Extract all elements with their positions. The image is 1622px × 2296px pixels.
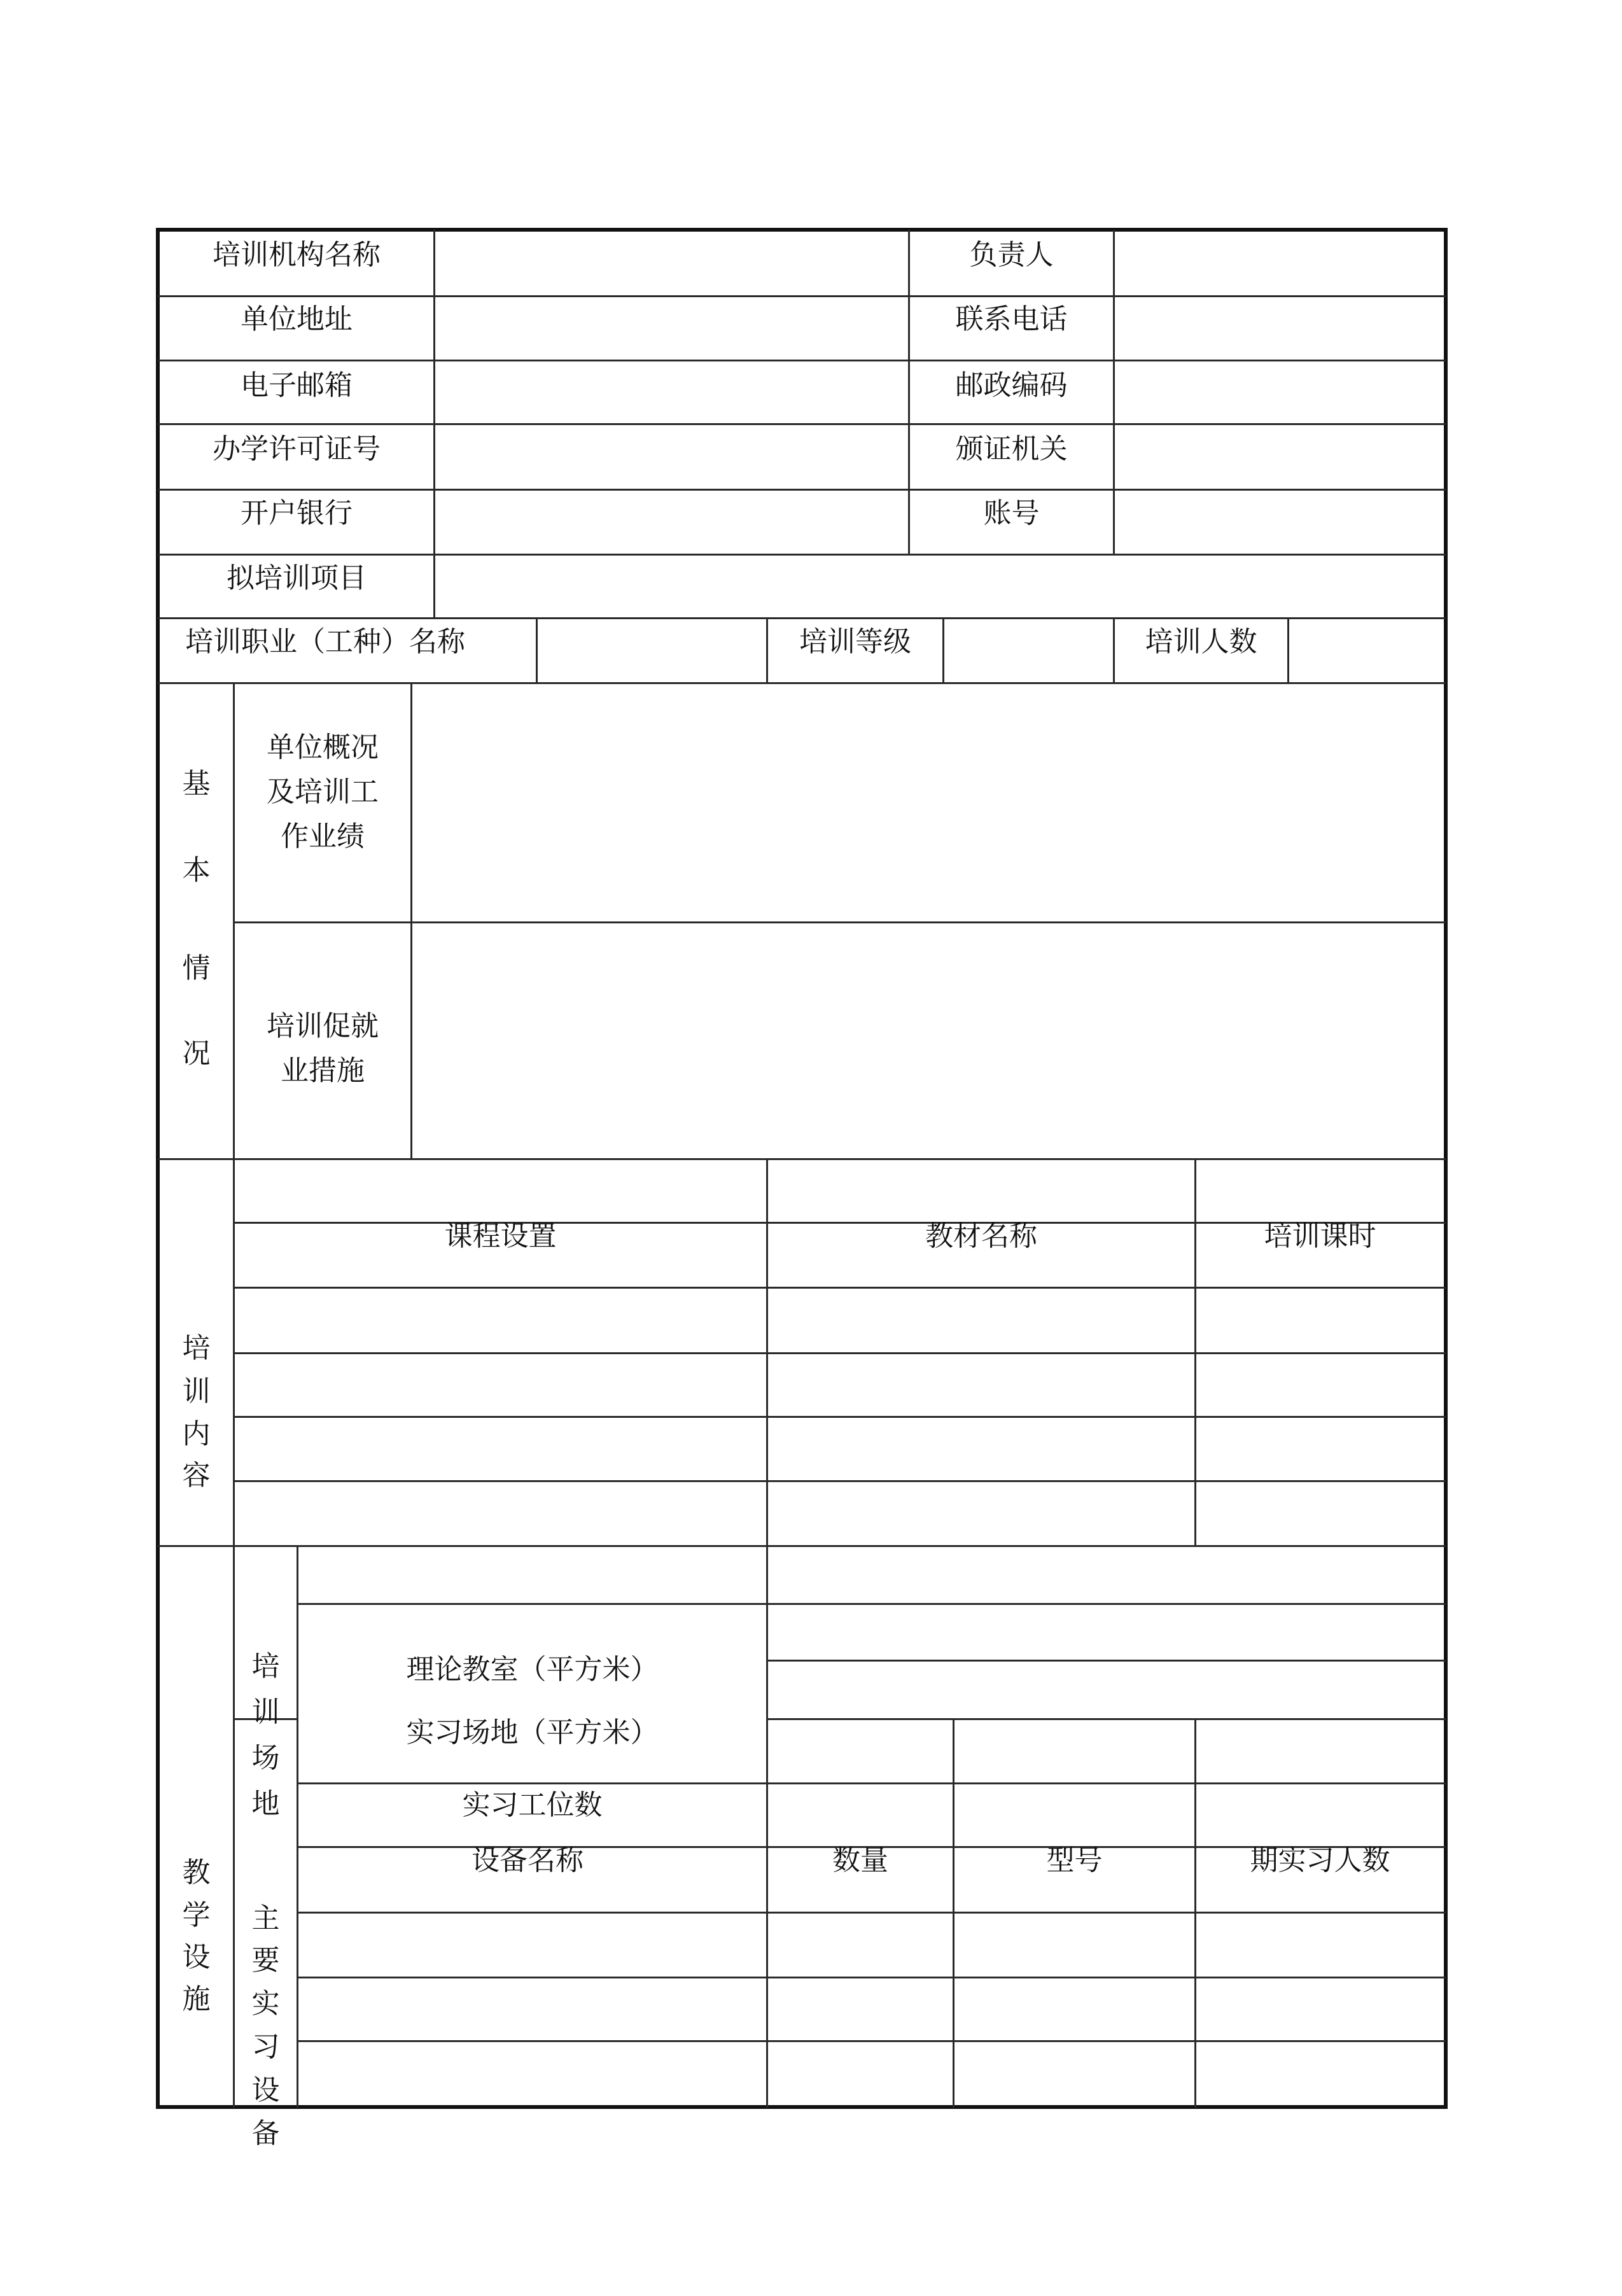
row-divider (297, 1977, 1446, 1978)
postal-code-label: 邮政编码 (955, 369, 1068, 402)
row-divider (766, 1718, 1446, 1720)
trainee-count-field[interactable] (1289, 619, 1444, 682)
equipment-char: 要 (251, 1944, 280, 1977)
equipment-char: 主 (251, 1902, 280, 1935)
model-header: 型号 (1046, 1844, 1103, 1877)
form-border-bottom (156, 2105, 1448, 2109)
row-divider (297, 1912, 1446, 1914)
email-label: 电子邮箱 (241, 369, 353, 402)
section-char: 况 (182, 1037, 211, 1070)
row-divider (233, 1480, 1446, 1482)
trainees-per-session-header: 期实习人数 (1250, 1844, 1390, 1877)
equipment-label (235, 1895, 297, 2153)
facilities-section-label (160, 1849, 233, 2018)
col-divider (766, 1545, 768, 2108)
issuing-authority-field[interactable] (1115, 425, 1444, 489)
occupation-field[interactable] (538, 619, 766, 682)
employment-measures-field[interactable] (412, 923, 1444, 1158)
section-char: 容 (182, 1459, 211, 1492)
equipment-char: 设 (251, 2074, 280, 2106)
issuing-authority-label: 颁证机关 (955, 433, 1068, 465)
license-number-label: 办学许可证号 (213, 433, 381, 465)
bank-field[interactable] (435, 491, 908, 554)
equipment-name-header: 设备名称 (472, 1844, 584, 1877)
postal-code-field[interactable] (1115, 361, 1444, 423)
row-divider (297, 2040, 1446, 2042)
account-label: 账号 (983, 497, 1040, 529)
equipment-char: 实 (251, 1987, 280, 2020)
row-divider (158, 1158, 1446, 1160)
phone-label: 联系电话 (955, 303, 1068, 335)
phone-field[interactable] (1115, 297, 1444, 360)
employment-measures-label: 培训促就 业措施 (267, 1010, 379, 1087)
address-label: 单位地址 (241, 303, 353, 335)
equipment-char: 备 (251, 2117, 280, 2150)
section-char: 设 (182, 1941, 211, 1973)
section-char: 培 (182, 1332, 211, 1364)
site-char: 训 (251, 1696, 280, 1728)
hours-header: 培训课时 (1264, 1220, 1376, 1252)
col-divider (233, 682, 235, 2108)
section-char: 施 (182, 1983, 211, 2015)
basic-info-section-label (160, 760, 233, 1075)
training-level-label: 培训等级 (799, 626, 911, 658)
row-divider (297, 1603, 1446, 1605)
address-field[interactable] (435, 297, 908, 360)
site-char: 培 (251, 1650, 280, 1683)
row-divider (233, 1416, 1446, 1418)
email-field[interactable] (435, 361, 908, 423)
course-header: 课程设置 (444, 1220, 557, 1252)
section-char: 学 (182, 1899, 211, 1931)
quantity-header: 数量 (832, 1844, 888, 1877)
row-divider (233, 1287, 1446, 1289)
section-char: 情 (182, 952, 211, 984)
section-char: 训 (182, 1375, 211, 1408)
overview-label: 单位概况 及培训工 作业绩 (267, 731, 379, 853)
section-char: 本 (182, 854, 211, 886)
site-char: 地 (251, 1788, 280, 1820)
planned-project-field[interactable] (435, 556, 1444, 617)
license-number-field[interactable] (435, 425, 908, 489)
site-char: 场 (251, 1742, 280, 1774)
training-level-field[interactable] (944, 619, 1113, 682)
person-in-charge-field[interactable] (1115, 230, 1444, 295)
row-divider (158, 1545, 1446, 1547)
training-site-label (235, 1643, 297, 1826)
textbook-header: 教材名称 (925, 1220, 1037, 1252)
person-in-charge-label: 负责人 (969, 239, 1054, 271)
overview-field[interactable] (412, 684, 1444, 921)
training-content-section-label (160, 1325, 233, 1494)
stations-label: 实习工位数 (462, 1789, 603, 1821)
form-border-right (1444, 228, 1448, 2109)
occupation-label: 培训职业（工种）名称 (185, 626, 465, 658)
section-char: 内 (182, 1418, 211, 1450)
practice-site-label: 实习场地（平方米） (406, 1716, 659, 1749)
theory-room-label: 理论教室（平方米） (406, 1653, 659, 1686)
trainee-count-label: 培训人数 (1145, 626, 1257, 658)
section-char: 基 (182, 767, 211, 800)
planned-project-label: 拟培训项目 (227, 562, 367, 594)
institution-name-field[interactable] (435, 230, 908, 295)
section-char: 教 (182, 1856, 211, 1889)
equipment-char: 习 (251, 2031, 280, 2063)
row-divider (766, 1660, 1446, 1662)
row-divider (233, 1352, 1446, 1354)
account-field[interactable] (1115, 491, 1444, 554)
bank-label: 开户银行 (241, 497, 353, 529)
institution-name-label: 培训机构名称 (213, 239, 381, 271)
